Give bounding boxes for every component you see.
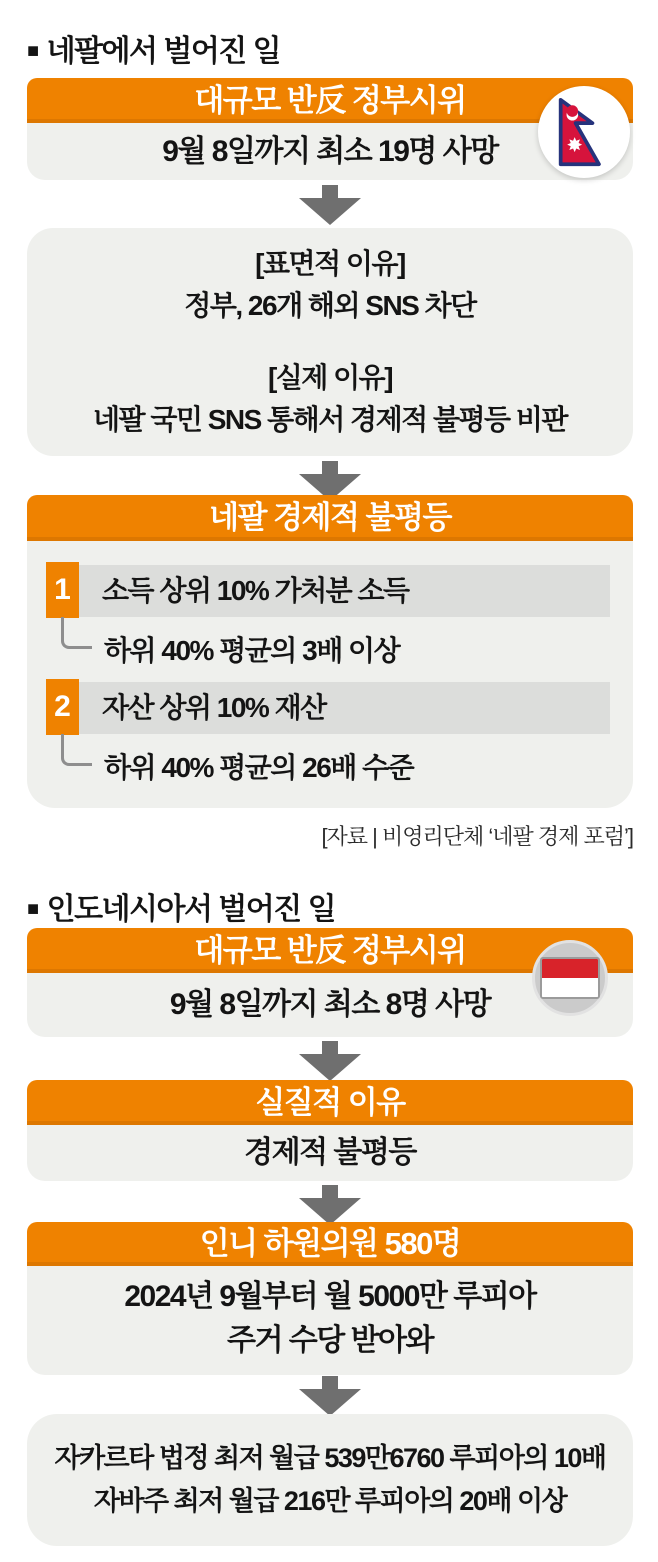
arrow-stem — [322, 185, 338, 198]
node-indonesia-reason — [27, 1080, 633, 1181]
node-indonesia-reason-title: 실질적 이유 — [27, 1080, 633, 1125]
nepal-flag-badge — [538, 86, 630, 178]
surface-reason-label: [표면적 이유] — [255, 248, 405, 279]
down-arrow-icon — [27, 1185, 633, 1225]
connector-elbow-icon — [61, 617, 92, 649]
section-heading-indonesia — [27, 884, 335, 928]
node-nepal-inequality-title: 네팔 경제적 불평등 — [27, 495, 633, 541]
node-indonesia-allowance — [27, 1222, 633, 1375]
real-reason-text: 네팔 국민 SNS 통해서 경제적 불평등 비판 — [93, 404, 567, 435]
node-indonesia-comparison — [27, 1414, 633, 1546]
rank-detail-text: 하위 40% 평균의 26배 수준 — [104, 752, 414, 783]
flag-red-half — [542, 959, 598, 978]
down-arrow-icon — [27, 1376, 633, 1416]
down-arrow-icon — [27, 185, 633, 225]
node-nepal-protest — [27, 78, 633, 180]
arrow-head — [299, 198, 361, 225]
rank-bar-2 — [46, 682, 610, 734]
arrow-stem — [322, 1376, 338, 1389]
nepal-flag-icon — [556, 96, 612, 169]
allowance-line-2: 주거 수당 받아와 — [226, 1324, 434, 1357]
node-indonesia-allowance-title: 인니 하원의원 580명 — [27, 1222, 633, 1266]
source-credit: [자료 | 비영리단체 ‘네팔 경제 포럼’] — [321, 824, 633, 849]
node-indonesia-protest-title: 대규모 반反 정부시위 — [27, 928, 633, 973]
arrow-head — [299, 1198, 361, 1225]
arrow-stem — [322, 1185, 338, 1198]
rank-detail — [46, 734, 610, 782]
real-reason-label: [실제 이유] — [267, 362, 393, 393]
inequality-list — [27, 541, 633, 808]
square-bullet-icon: ■ — [27, 898, 38, 920]
indonesia-flag-badge — [532, 940, 608, 1016]
arrow-stem — [322, 1041, 338, 1054]
list-item — [46, 565, 610, 665]
node-indonesia-protest-subtitle: 9월 8일까지 최소 8명 사망 — [27, 973, 633, 1037]
node-nepal-protest-title: 대규모 반反 정부시위 — [27, 78, 633, 123]
node-nepal-inequality — [27, 495, 633, 808]
arrow-stem — [322, 461, 338, 474]
rank-number-badge: 2 — [46, 679, 79, 735]
allowance-line-1: 2024년 9월부터 월 5000만 루피아 — [124, 1280, 536, 1313]
square-bullet-icon: ■ — [27, 40, 38, 62]
rank-bar-1 — [46, 565, 610, 617]
flag-white-half — [542, 978, 598, 997]
list-item — [46, 682, 610, 782]
section-heading-indonesia-label: 인도네시아서 벌어진 일 — [46, 893, 336, 926]
section-heading-nepal-label: 네팔에서 벌어진 일 — [46, 35, 281, 68]
node-nepal-reasons — [27, 228, 633, 456]
node-indonesia-reason-body: 경제적 불평등 — [27, 1125, 633, 1181]
rank-detail — [46, 617, 610, 665]
down-arrow-icon — [27, 1041, 633, 1081]
comparison-line-1: 자카르타 법정 최저 월급 539만6760 루피아의 10배 — [54, 1443, 606, 1473]
node-indonesia-allowance-body — [27, 1266, 633, 1375]
node-indonesia-protest — [27, 928, 633, 1037]
node-nepal-protest-subtitle: 9월 8일까지 최소 19명 사망 — [27, 123, 633, 180]
arrow-head — [299, 1389, 361, 1416]
connector-elbow-icon — [61, 734, 92, 766]
rank-number-badge: 1 — [46, 562, 79, 618]
rank-label: 자산 상위 10% 재산 — [102, 692, 326, 723]
rank-detail-text: 하위 40% 평균의 3배 이상 — [104, 635, 400, 666]
surface-reason-text: 정부, 26개 해외 SNS 차단 — [184, 290, 476, 321]
arrow-head — [299, 1054, 361, 1081]
comparison-line-2: 자바주 최저 월급 216만 루피아의 20배 이상 — [93, 1486, 567, 1516]
indonesia-flag-icon — [540, 957, 600, 999]
section-heading-nepal — [27, 26, 280, 70]
rank-label: 소득 상위 10% 가처분 소득 — [102, 575, 409, 606]
